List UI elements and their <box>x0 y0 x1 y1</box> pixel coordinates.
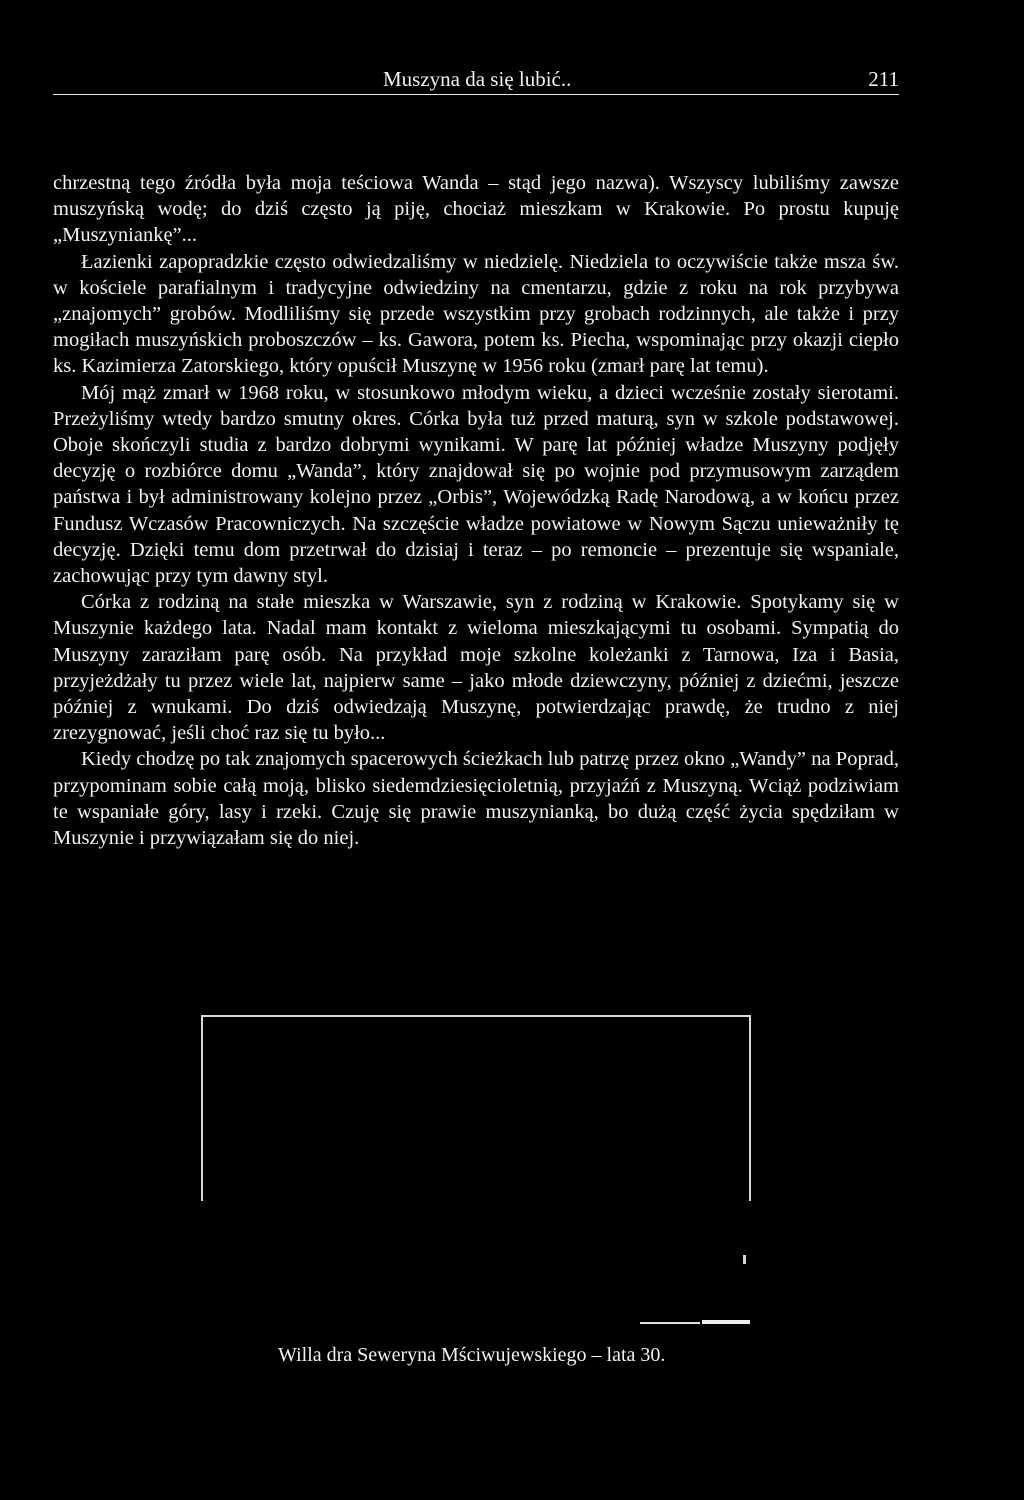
paragraph-3: Mój mąż zmarł w 1968 roku, w stosunkowo młodym wieku, a dzieci wcześnie zostały sierotami. Przeżyliśmy wtedy bardzo smutny okres. Córka była tuż przed maturą, syn w szkole podstawowej. Oboje skończyli studia z bardzo dobrymi wynikami. W parę lat później władze Muszyny podjęły decyzję o rozbiórce domu „Wanda”, który znajdował się po wojnie pod przymusowym zarządem państwa i był administrowany kolejno przez „Orbis”, Wojewódzką Radę Narodową, a w końcu przez Fundusz Wczasów Pracowniczych. Na szczęście władze powiatowe w Nowym Sączu unieważniły tę decyzję. Dzięki temu dom przetrwał do dzisiaj i teraz – po remoncie – prezentuje się wspaniale, zachowując przy tym dawny styl. <box>53 381 899 588</box>
paragraph-1: chrzestną tego źródła była moja teściowa Wanda – stąd jego nazwa). Wszyscy lubiliśmy zawsze muszyńską wodę; do dziś często ją piję, chociaż mieszkam w Krakowie. Po prostu kupuję „Muszyniankę”... <box>53 172 899 247</box>
paragraph-4: Córka z rodziną na stałe mieszka w Warszawie, syn z rodziną w Krakowie. Spotykamy się w Muszynie każdego lata. Nadal mam kontakt z wieloma mieszkającymi tu osobami. Sympatią do Muszyny zaraziłam parę osób. Na przykład moje szkolne koleżanki z Tarnowa, Iza i Basia, przyjeżdżały tu przez wiele lat, najpierw same – jako młode dziewczyny, później z dziećmi, jeszcze później z wnukami. Do dziś odwiedzają Muszynę, potwierdzając prawdę, że trudno z niej zrezygnować, jeśli choć raz się tu było... <box>53 591 899 745</box>
frame-edge-segment <box>702 1320 750 1324</box>
figure-caption: Willa dra Seweryna Mściwujewskiego – lata 30. <box>278 1344 666 1366</box>
photo-frame <box>201 1015 751 1201</box>
running-title: Muszyna da się lubić.. <box>383 67 572 91</box>
body-text <box>53 170 899 851</box>
photo-frame-tick <box>743 1255 746 1264</box>
frame-edge-segment <box>640 1322 700 1324</box>
paragraph-5: Kiedy chodzę po tak znajomych spacerowych ścieżkach lub patrzę przez okno „Wandy” na Poprad, przypominam sobie całą moją, blisko siedemdziesięcioletnią, przyjaźń z Muszyną. Wciąż podziwiam te wspaniałe góry, lasy i rzeki. Czuję się prawie muszynianką, bo dużą część życia spędziłam w Muszynie i przywiązałam się do niej. <box>53 748 899 850</box>
photo-frame-bottom-edge <box>640 1320 750 1325</box>
running-header <box>53 66 899 95</box>
page-number: 211 <box>868 67 899 91</box>
paragraph-2: Łazienki zapopradzkie często odwiedzaliśmy w niedzielę. Niedziela to oczywiście także msza św. w kościele parafialnym i tradycyjne odwiedziny na cmentarzu, gdzie z roku na rok przybywa „znajomych” grobów. Modliliśmy się przede wszystkim przy grobach rodzinnych, ale także i przy mogiłach muszyńskich proboszczów – ks. Gawora, potem ks. Piecha, wspominając przy okazji ciepło ks. Kazimierza Zatorskiego, który opuścił Muszynę w 1956 roku (zmarł parę lat temu). <box>53 250 899 378</box>
